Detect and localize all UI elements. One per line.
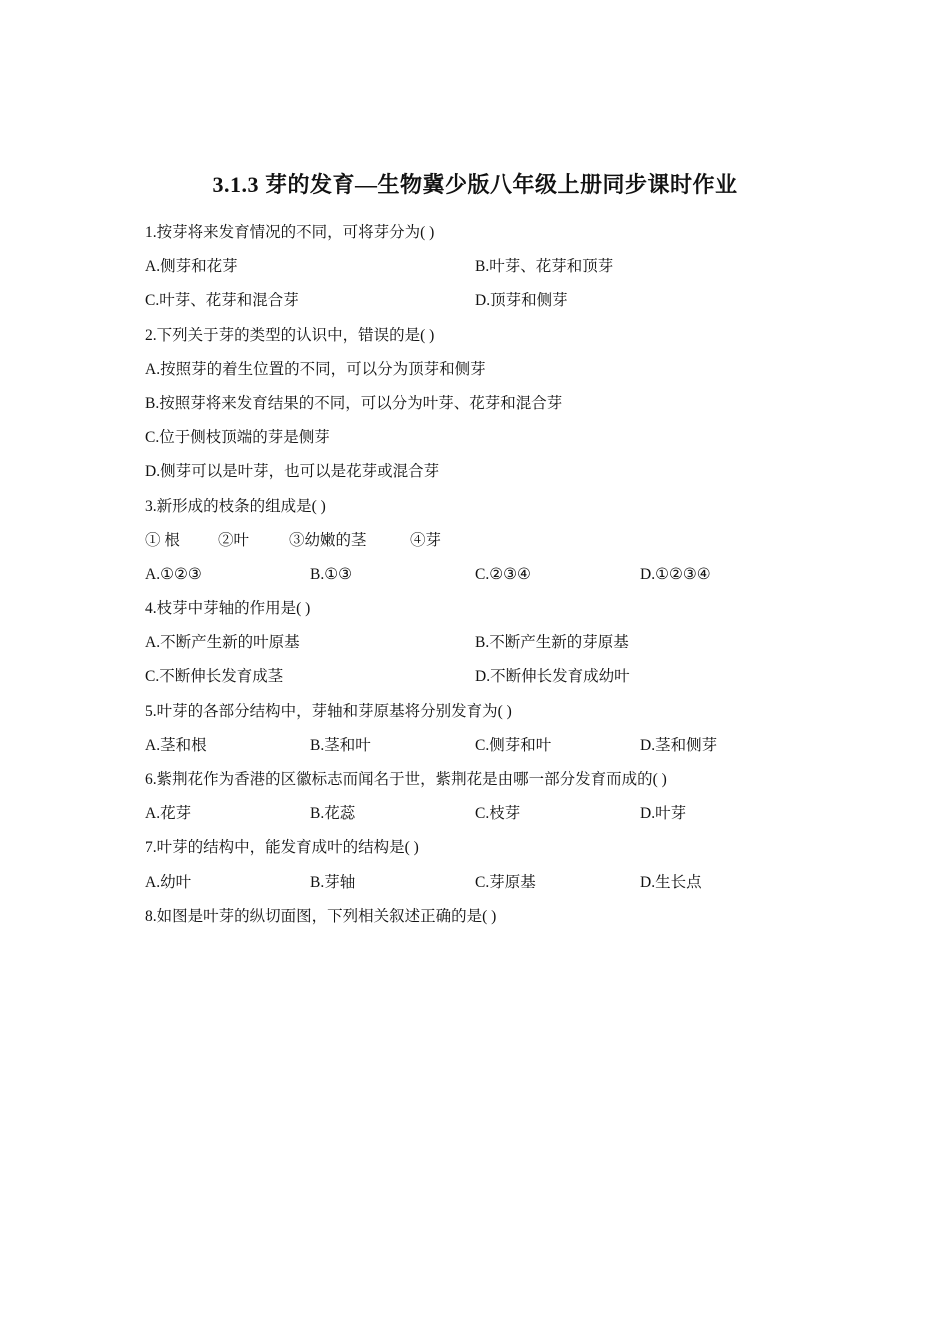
question-list	[145, 220, 805, 938]
question-stem: 7.叶芽的结构中，能发育成叶的结构是( )	[145, 839, 419, 857]
page-title: 3.1.3 芽的发育—生物冀少版八年级上册同步课时作业	[212, 172, 738, 197]
question-stem: 6.紫荆花作为香港的区徽标志而闻名于世，紫荆花是由哪一部分发育而成的( )	[145, 771, 667, 788]
option-d: D.①②③④	[640, 565, 711, 583]
option-row	[145, 630, 805, 664]
option-row	[145, 733, 805, 767]
option-b: B.芽轴	[310, 873, 356, 891]
option-b: B.茎和叶	[310, 736, 371, 754]
option-b: B.按照芽将来发育结果的不同，可以分为叶芽、花芽和混合芽	[145, 394, 563, 412]
item: ②叶	[218, 531, 250, 549]
option-c: C.叶芽、花芽和混合芽	[145, 292, 299, 310]
question-stem: 2.下列关于芽的类型的认识中，错误的是( )	[145, 326, 435, 344]
option-d: D.顶芽和侧芽	[475, 292, 568, 310]
option-a: A.幼叶	[145, 873, 192, 891]
option-row	[145, 288, 805, 322]
option-d: D.茎和侧芽	[640, 736, 718, 754]
option-d: D.生长点	[640, 873, 702, 891]
option-d: D.叶芽	[640, 805, 687, 823]
option-c: C.位于侧枝顶端的芽是侧芽	[145, 429, 330, 447]
item-sequence	[145, 528, 805, 562]
option-b: B.不断产生新的芽原基	[475, 634, 629, 652]
option-a: A.花芽	[145, 805, 192, 823]
option-a: A.①②③	[145, 565, 202, 583]
question-stem: 8.如图是叶芽的纵切面图，下列相关叙述正确的是( )	[145, 907, 497, 925]
option-a: A.侧芽和花芽	[145, 258, 238, 276]
option-c: C.②③④	[475, 565, 531, 583]
option-d: D.侧芽可以是叶芽，也可以是花芽或混合芽	[145, 463, 440, 481]
option-a: A.茎和根	[145, 736, 207, 754]
option-row	[145, 801, 805, 835]
question-stem: 1.按芽将来发育情况的不同，可将芽分为( )	[145, 224, 435, 241]
option-b: B.花蕊	[310, 805, 356, 823]
item: ④芽	[410, 531, 442, 549]
option-row	[145, 870, 805, 904]
option-c: C.芽原基	[475, 873, 536, 891]
option-row	[145, 562, 805, 596]
option-row	[145, 254, 805, 288]
question-stem: 5.叶芽的各部分结构中，芽轴和芽原基将分别发育为( )	[145, 702, 512, 720]
option-a: A.按照芽的着生位置的不同，可以分为顶芽和侧芽	[145, 360, 486, 378]
option-b: B.①③	[310, 565, 353, 583]
option-b: B.叶芽、花芽和顶芽	[475, 258, 614, 276]
question-stem: 3.新形成的枝条的组成是( )	[145, 497, 326, 515]
question-stem: 4.枝芽中芽轴的作用是( )	[145, 600, 311, 618]
option-row	[145, 664, 805, 698]
option-a: A.不断产生新的叶原基	[145, 634, 300, 652]
option-c: C.枝芽	[475, 805, 521, 823]
item: ① 根	[145, 531, 180, 549]
option-d: D.不断伸长发育成幼叶	[475, 668, 630, 686]
option-c: C.侧芽和叶	[475, 736, 552, 754]
item: ③幼嫩的茎	[289, 531, 367, 549]
option-c: C.不断伸长发育成茎	[145, 668, 284, 686]
